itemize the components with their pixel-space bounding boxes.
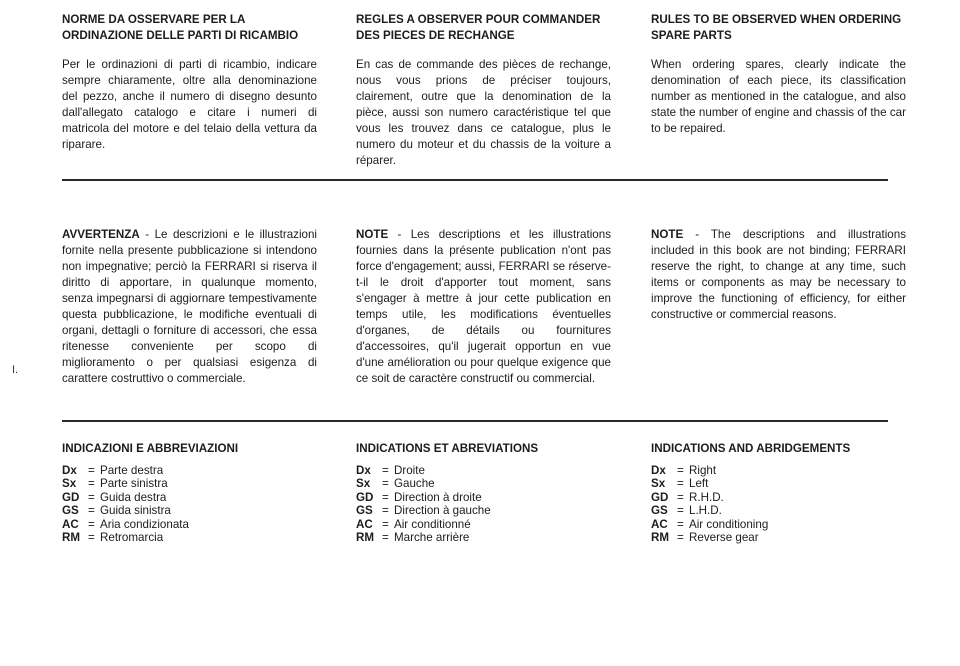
abbr-equals: = bbox=[677, 464, 684, 477]
abbr-french bbox=[356, 441, 611, 544]
abbr-key: Dx bbox=[356, 464, 371, 477]
note-english bbox=[651, 227, 906, 323]
abbr-italian bbox=[62, 441, 317, 544]
abbr-equals: = bbox=[88, 464, 95, 477]
margin-mark: I. bbox=[12, 364, 19, 376]
abbr-equals: = bbox=[88, 504, 95, 518]
abbr-row bbox=[62, 504, 317, 517]
abbr-value: Reverse gear bbox=[689, 531, 759, 545]
abbr-row bbox=[62, 464, 317, 477]
abbr-key: RM bbox=[651, 531, 670, 545]
abbr-equals: = bbox=[88, 477, 95, 491]
abbr-english bbox=[651, 441, 906, 544]
abbr-equals: = bbox=[382, 517, 389, 531]
abbr-equals: = bbox=[382, 477, 389, 491]
abbr-value: Marche arrière bbox=[394, 531, 470, 545]
abbr-key: GS bbox=[62, 504, 79, 518]
abbr-row bbox=[62, 477, 317, 490]
abbr-french-title: INDICATIONS ET ABREVIATIONS bbox=[356, 442, 539, 455]
rules-french bbox=[356, 12, 611, 169]
abbr-key: AC bbox=[651, 517, 668, 531]
note-english-text: - The descriptions and illustrations included in this book are not binding; FERRARI reserve the right, to change at any time, such items or components as may be necessary to improve the functioning of efficiency, for either constructive or commercial reasons. bbox=[651, 228, 906, 321]
abbr-equals: = bbox=[677, 504, 684, 518]
abbr-value: Air conditionné bbox=[394, 517, 471, 531]
abbr-row bbox=[356, 504, 611, 517]
note-french-label: NOTE bbox=[356, 228, 389, 241]
abbr-key: Dx bbox=[651, 464, 666, 477]
note-italian-paragraph bbox=[62, 227, 317, 387]
abbr-row bbox=[356, 491, 611, 504]
abbr-row bbox=[651, 491, 906, 504]
abbr-equals: = bbox=[88, 531, 95, 545]
rules-french-title: REGLES A OBSERVER POUR COMMANDER DES PIECES DE RECHANGE bbox=[356, 13, 601, 42]
rules-english-title: RULES TO BE OBSERVED WHEN ORDERING SPARE PARTS bbox=[651, 13, 902, 42]
abbr-key: GS bbox=[651, 504, 668, 518]
abbr-equals: = bbox=[677, 517, 684, 531]
abbr-value: Left bbox=[689, 477, 709, 491]
abbr-row bbox=[356, 531, 611, 544]
abbr-equals: = bbox=[382, 504, 389, 518]
abbr-value: Direction à gauche bbox=[394, 504, 491, 518]
abbr-italian-list bbox=[62, 464, 317, 544]
abbr-equals: = bbox=[88, 517, 95, 531]
note-italian-label: AVVERTENZA bbox=[62, 228, 140, 241]
abbr-row bbox=[651, 477, 906, 490]
note-english-label: NOTE bbox=[651, 228, 684, 241]
abbr-value: Right bbox=[689, 464, 717, 477]
abbr-value: Aria condizionata bbox=[100, 517, 189, 531]
abbr-key: GS bbox=[356, 504, 373, 518]
abbr-value: R.H.D. bbox=[689, 490, 724, 504]
abbr-equals: = bbox=[382, 464, 389, 477]
abbr-key: RM bbox=[62, 531, 81, 545]
abbr-key: GD bbox=[356, 490, 374, 504]
abbr-key: Sx bbox=[62, 477, 77, 491]
abbr-row bbox=[651, 504, 906, 517]
divider-bottom bbox=[62, 420, 888, 422]
note-english-paragraph bbox=[651, 227, 906, 323]
divider-top bbox=[62, 179, 888, 181]
abbr-key: AC bbox=[62, 517, 79, 531]
rules-english bbox=[651, 12, 906, 137]
abbr-key: GD bbox=[651, 490, 669, 504]
abbr-value: Guida sinistra bbox=[100, 504, 171, 518]
note-french-paragraph bbox=[356, 227, 611, 387]
abbr-italian-title: INDICAZIONI E ABBREVIAZIONI bbox=[62, 442, 239, 455]
rules-italian bbox=[62, 12, 317, 153]
abbr-value: L.H.D. bbox=[689, 504, 722, 518]
note-french bbox=[356, 227, 611, 387]
abbr-english-list bbox=[651, 464, 906, 544]
note-french-text: - Les descriptions et les illustrations fournies dans la présente publication n'ont pas force d'engagement; aussi, FERRARI se réserve-t-il le droit d'apporter tout moment, sans s'engager à mettre à jour cette publication en temps utile, les modifications éventuelles d'organes, de détails ou fournitures d'accessoires, qu'il jugerait opportun en vue d'une amélioration ou pour quelque exigence que ce soit de caractère constructif ou commercial. bbox=[356, 228, 611, 385]
abbr-row bbox=[651, 531, 906, 544]
rules-italian-text: Per le ordinazioni di parti di ricambio, indicare sempre chiaramente, oltre alla denominazione del pezzo, anche il numero di disegno desunto dall'allegato catalogo e citare i numeri di matricola del motore e del telaio della vettura da riparare. bbox=[62, 58, 317, 151]
abbr-value: Retromarcia bbox=[100, 531, 164, 545]
note-italian-text: - Le descrizioni e le illustrazioni fornite nella presente pubblicazione si intendono non impegnative; perciò la FERRARI si riserva il diritto di apportare, in qualunque momento, senza impegnarsi di aggiornare tempestivamente questa pubblicazione, le modifiche eventuali di organi, dettagli o forniture di accessori, che essa ritenesse conveniente per scopo di miglioramento o per qualsiasi esigenza di carattere costruttivo o commerciale. bbox=[62, 228, 317, 385]
abbr-equals: = bbox=[88, 490, 95, 504]
abbr-value: Direction à droite bbox=[394, 490, 482, 504]
abbr-value: Droite bbox=[394, 464, 425, 477]
abbr-key: Dx bbox=[62, 464, 77, 477]
abbr-equals: = bbox=[677, 531, 684, 545]
abbr-row bbox=[356, 518, 611, 531]
rules-french-text: En cas de commande des pièces de rechange, nous vous prions de préciser toujours, clairement, outre que la denomination de la pièce, aussi son numero caractéristique tel que vous les trouvez dans ce catalogue, plus le numero du moteur et du chassis de la voiture a réparer. bbox=[356, 58, 611, 167]
abbr-key: Sx bbox=[651, 477, 666, 491]
abbr-equals: = bbox=[382, 490, 389, 504]
abbr-key: RM bbox=[356, 531, 375, 545]
abbr-row bbox=[62, 518, 317, 531]
abbr-equals: = bbox=[677, 490, 684, 504]
abbr-value: Gauche bbox=[394, 477, 435, 491]
abbr-key: AC bbox=[356, 517, 373, 531]
abbr-value: Air conditioning bbox=[689, 517, 769, 531]
abbr-key: Sx bbox=[356, 477, 371, 491]
abbr-equals: = bbox=[677, 477, 684, 491]
abbr-row bbox=[62, 491, 317, 504]
abbr-row bbox=[651, 464, 906, 477]
note-italian bbox=[62, 227, 317, 387]
abbr-row bbox=[651, 518, 906, 531]
abbr-equals: = bbox=[382, 531, 389, 545]
abbr-row bbox=[356, 464, 611, 477]
abbr-english-title: INDICATIONS AND ABRIDGEMENTS bbox=[651, 442, 851, 455]
abbr-french-list bbox=[356, 464, 611, 544]
abbr-key: GD bbox=[62, 490, 80, 504]
abbr-row bbox=[62, 531, 317, 544]
rules-italian-title: NORME DA OSSERVARE PER LA ORDINAZIONE DELLE PARTI DI RICAMBIO bbox=[62, 13, 299, 42]
abbr-value: Guida destra bbox=[100, 490, 167, 504]
abbr-value: Parte destra bbox=[100, 464, 164, 477]
abbr-value: Parte sinistra bbox=[100, 477, 168, 491]
abbr-row bbox=[356, 477, 611, 490]
rules-english-text: When ordering spares, clearly indicate the denomination of each piece, its classification number as mentioned in the catalogue, and also state the number of engine and chassis of the car to be repaired. bbox=[651, 58, 906, 135]
